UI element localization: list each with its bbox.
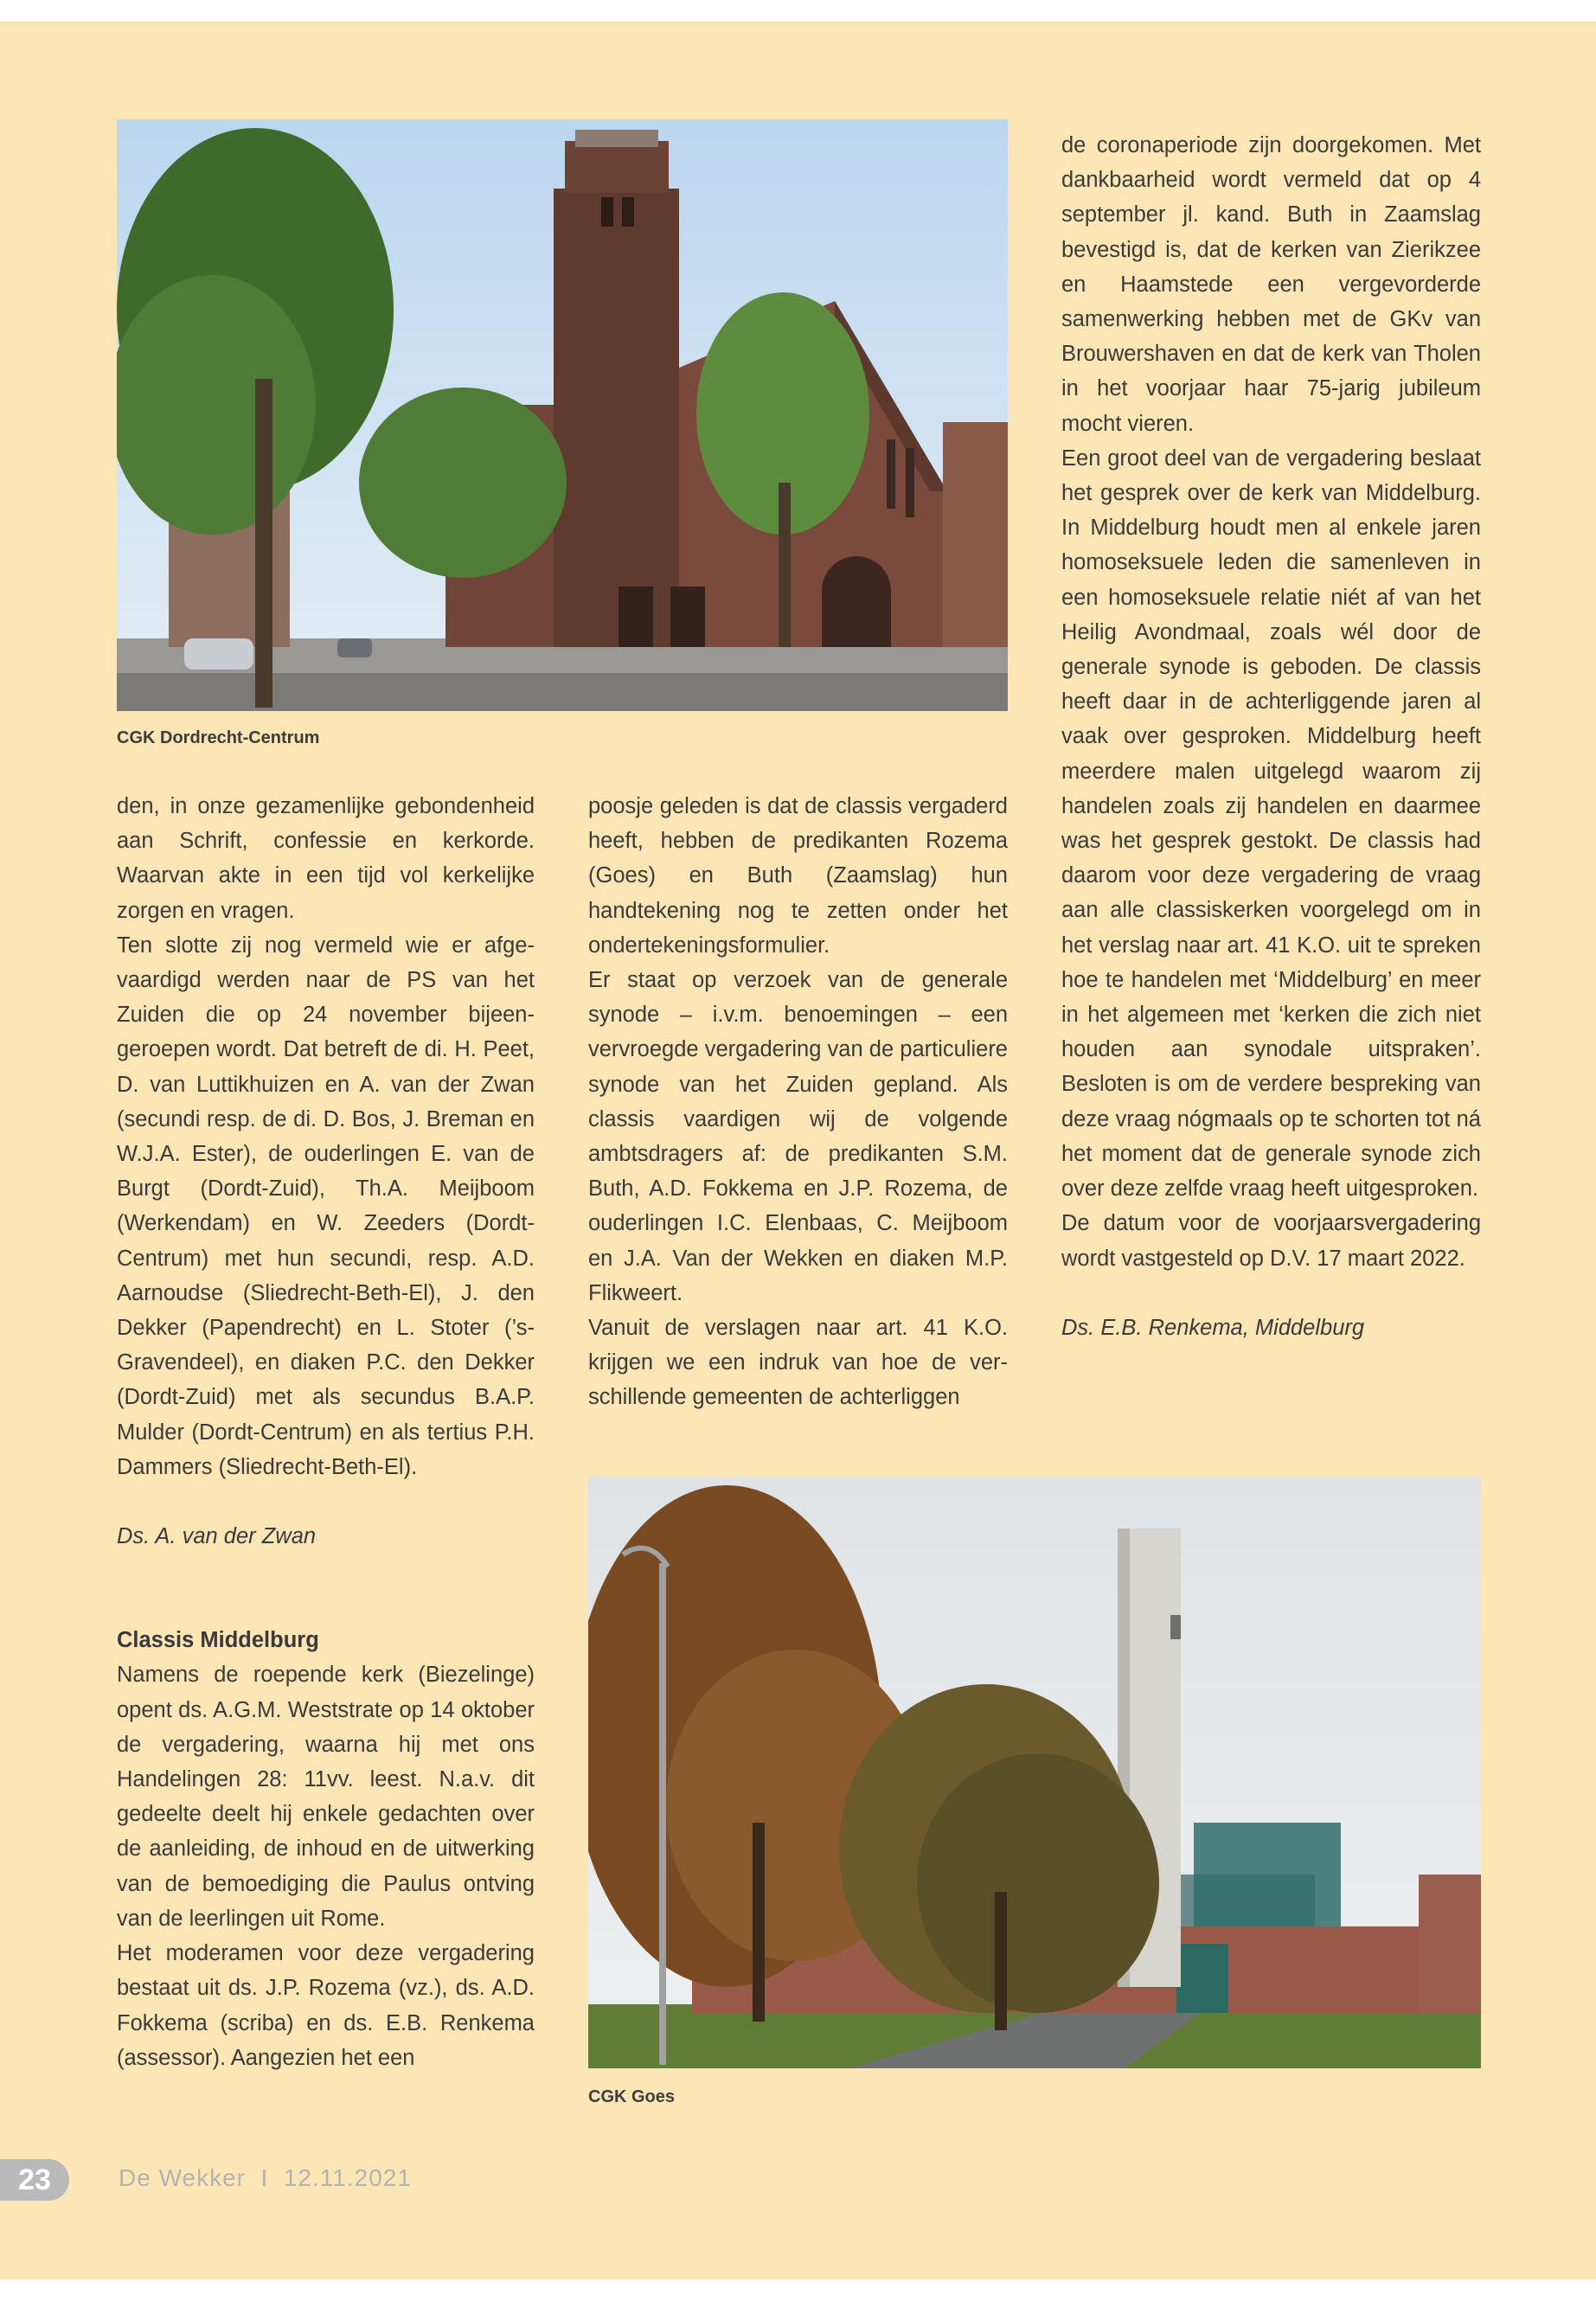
- column-right: [1061, 128, 1481, 1345]
- photo-caption-bottom: CGK Goes: [588, 2087, 676, 2106]
- paragraph: Het moderamen voor deze vergadering bestaat uit ds. J.P. Rozema (vz.), ds. A.D. Fokkema (scriba) en ds. E.B. Renkema (assessor). Aangezien het een: [117, 1941, 535, 2070]
- photo-cgk-dordrecht-centrum: [117, 119, 1008, 711]
- paragraph: poosje geleden is dat de classis vergaderd heeft, hebben de predikanten Rozema (Goes) en Buth (Zaamslag) hun handtekening nog te zetten onder het ondertekeningsformulier.: [588, 794, 1008, 958]
- publication-footer: De Wekker I 12.11.2021: [119, 2164, 412, 2191]
- paragraph: Er staat op verzoek van de generale synode – i.v.m. benoemingen – een vervroegde vergadering van de particuliere synode van het Zuiden gepland. Als classis vaardigen wij de volgende ambtsdragers af: de predikanten S.M. Buth, A.D. Fokkema en J.P. Rozema, de ouderlingen I.C. Elenbaas, C. Meijboom en J.A. Van der Wekken en diaken M.P. Flikweert.: [588, 968, 1008, 1305]
- paragraph: Ten slotte zij nog vermeld wie er afgevaardigd werden naar de PS van het Zuiden die op 24 november bijeengeroepen wordt. Dat betreft de di. H. Peet, D. van Luttikhuizen en A. van der Zwan (secundi resp. de di. D. Bos, J. Breman en W.J.A. Ester), de ouderlingen E. van de Burgt (Dordt-Zuid), Th.A. Meijboom (Werkendam) en W. Zeeders (Dordt-Centrum) met hun secundi, resp. A.D. Aarnoudse (Sliedrecht-Beth-El), J. den Dekker (Papendrecht) en L. Stoter (’s-Gravendeel), en diaken P.C. den Dekker (Dordt-Zuid) met als secundus B.A.P. Mulder (Dordt-Centrum) en als tertius P.H. Dammers (Sliedrecht-Beth-El).: [117, 933, 535, 1479]
- paragraph: de coronaperiode zijn doorgekomen. Met dankbaarheid wordt vermeld dat op 4 september jl. kand. Buth in Zaamslag bevestigd is, dat de kerken van Zierikzee en Haamstede een vergevorderde samenwerking hebben met de GKv van Brouwershaven en dat de kerk van Tholen in het voorjaar haar 75-jarig jubileum mocht vieren.: [1061, 133, 1481, 436]
- paragraph: den, in onze gezamenlijke gebondenheid aan Schrift, confessie en kerkorde. Waarvan akte in een tijd vol kerkelijke zorgen en vragen.: [117, 794, 535, 923]
- photo-caption-top: CGK Dordrecht-Centrum: [117, 728, 320, 747]
- paragraph: Een groot deel van de vergadering beslaat het gesprek over de kerk van Middelburg. In Middelburg houdt men al enkele jaren homoseksuele leden die samenleven in een homoseksuele relatie niét af van het Heilig Avondmaal, zoals wél door de generale synode is geboden. De classis heeft daar in de achterliggende jaren al vaak over gesproken. Middelburg heeft meerdere malen uitgelegd waarom zij handelen zoals zij handelen en daarmee was het gesprek gestokt. De classis had daarom voor deze vergadering de vraag aan alle classiskerken voorgelegd om in het verslag naar art. 41 K.O. uit te spreken hoe te handelen met ‘Middelburg’ en meer in het algemeen met ‘kerken die zich niet houden aan synodale uitspraken’. Besloten is om de verdere bespreking van deze vraag nógmaals op te schorten tot ná het moment dat de generale synode zich over deze zelfde vraag heeft uitgesproken.: [1061, 445, 1481, 1202]
- paragraph: Vanuit de verslagen naar art. 41 K.O. krijgen we een indruk van hoe de verschillende gemeenten de achterliggen: [588, 1316, 1008, 1410]
- photo-cgk-goes: [588, 1477, 1481, 2068]
- column-middle: [588, 789, 1008, 1415]
- page-number-badge: 23: [0, 2159, 69, 2201]
- signature: Ds. E.B. Renkema, Middelburg: [1061, 1315, 1365, 1340]
- paragraph: Namens de roepende kerk (Biezelinge) opent ds. A.G.M. Weststrate op 14 oktober de vergadering, waarna hij met ons Handelingen 28: 11vv. leest. N.a.v. dit gedeelte deelt hij enkele gedachten over de aanleiding, de inhoud en de uitwerking van de bemoediging die Paulus ontving van de leerlingen uit Rome.: [117, 1663, 535, 1931]
- signature: Ds. A. van der Zwan: [117, 1524, 317, 1549]
- column-left: [117, 789, 535, 2075]
- paragraph: De datum voor de voorjaarsvergadering wordt vastgesteld op D.V. 17 maart 2022.: [1061, 1211, 1481, 1271]
- section-heading: Classis Middelburg: [117, 1628, 319, 1653]
